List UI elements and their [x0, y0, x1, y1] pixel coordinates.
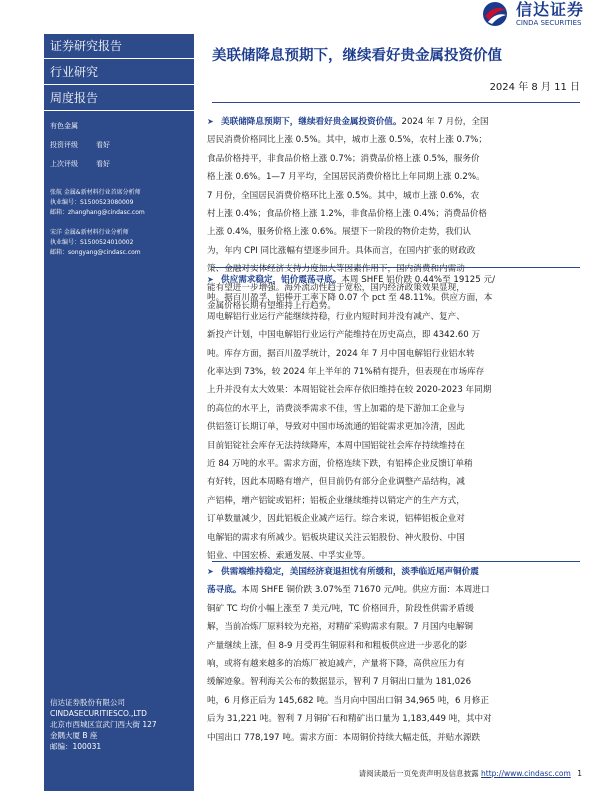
para-line: 铝业、中国宏桥、索通发展、中孚实业等。 — [207, 551, 371, 562]
disclaimer-notice: 请阅读最后一页免责声明及信息披露 — [358, 769, 479, 778]
analyst-card — [44, 174, 194, 218]
para-line: 近 84 万吨的水平。需求方面，价格连续下跌，有铝棒企业反馈订单稍 — [207, 459, 473, 470]
arrow-bullet-icon: ➤ — [207, 275, 214, 284]
para-line: 金属价格长期有望维持上行趋势。 — [207, 301, 336, 312]
report-date: 2024 年 8 月 11 日 — [489, 82, 580, 93]
report-subcategory: 周度报告 — [44, 85, 194, 111]
analyst-email[interactable]: 邮箱：songyang@cindasc.com — [50, 249, 141, 256]
para-line: 上涨 0.4%，服务价格上涨 0.6%。展望下一阶段的物价走势，我们认 — [207, 227, 471, 238]
para-line: 产铝棒，增产铝锭或铝杆；铝板企业继续维持以销定产的生产方式， — [207, 495, 465, 506]
para-line: 后为 31,221 吨。智利 7 月铜矿石和精矿出口量为 1,183,449 吨，其中对 — [207, 714, 492, 725]
para-line: 化率达到 73%，较 2024 年上半年的 71%稍有提升，但表现在市场库存 — [207, 367, 485, 378]
para-text: 本周 SHFE 铝价跌 0.44%至 19125 元/ — [341, 275, 495, 285]
report-title: 美联储降息预期下，继续看好贵金属投资价值 — [212, 48, 502, 64]
company-logo — [480, 0, 584, 28]
logo-name-cn: 信达证券 — [515, 0, 584, 19]
company-name-en: CINDASECURITIESCO.,LTD — [50, 709, 147, 718]
prev-rating-value: 看好 — [96, 160, 110, 168]
rating-value: 看好 — [96, 141, 110, 149]
rating-label: 投资评级 — [50, 141, 78, 149]
section-aluminum — [207, 271, 582, 566]
section-lead: 荡寻底。 — [207, 585, 242, 596]
para-line — [207, 563, 582, 581]
para-line: 上升并没有太大效果：本周铝锭社会库存依旧维持在较 2020-2023 年同期 — [207, 385, 492, 396]
para-line: 铜矿 TC 均价小幅上涨至 7 美元/吨，TC 价格回升，阶段性供需矛盾缓 — [207, 603, 474, 614]
prev-rating-label: 上次评级 — [50, 160, 78, 168]
company-postcode: 邮编：100031 — [50, 742, 102, 751]
arrow-bullet-icon: ➤ — [207, 117, 214, 126]
divider — [212, 102, 580, 103]
rating-block — [44, 111, 194, 174]
para-line: 供铝签订长期订单，导致对中国市场流通的铝锭需求更加冷清，因此 — [207, 422, 465, 433]
para-line: 周电解铝行业运行产能继续持稳，行业内短时间并没有减产、复产、 — [207, 311, 465, 322]
company-address: 北京市西城区宣武门西大街 127 — [50, 720, 157, 729]
para-line: 电解铝的需求有所减少。铝板块建议关注云铝股份、神火股份、中国 — [207, 532, 465, 543]
para-line — [207, 581, 582, 599]
para-line: 格上涨 0.6%。1—7 月平均，全国居民消费价格比上年同期上涨 0.2%。 — [207, 172, 485, 183]
section-lead: 美联储降息预期下，继续看好贵金属投资价值。 — [221, 117, 402, 127]
page-header — [0, 0, 600, 34]
para-line: 食品价格持平，非食品价格上涨 0.7%；消费品价格上涨 0.5%，服务价 — [207, 153, 480, 164]
para-line: 新投产计划，中国电解铝行业运行产能维持在历史高点，即 4342.60 万 — [207, 330, 481, 341]
company-building: 金隅大厦 B 座 — [50, 731, 98, 740]
para-line: 的高位的水平上，消费淡季需求不佳，雪上加霜的是下游加工企业与 — [207, 403, 465, 414]
page-number: 1 — [577, 769, 582, 778]
analyst-card — [44, 218, 194, 258]
para-line: 解，当前冶炼厂原料较为充裕，对精矿采购需求有限。7 月国内电解铜 — [207, 622, 474, 633]
para-line: 吨。库存方面，据百川盈孚统计，2024 年 7 月中国电解铝行业铝水转 — [207, 348, 475, 359]
report-category: 行业研究 — [44, 59, 194, 85]
para-line: 目前铝锭社会库存无法持续降库，本周中国铝锭社会库存持续维持在 — [207, 440, 465, 451]
para-line: 策、金融对实体经济支持力度加大等因素作用下，国内消费和内需动 — [207, 264, 465, 275]
company-info — [50, 697, 157, 752]
analyst-license: 执业编号：S1500523080009 — [50, 199, 134, 206]
para-line: 产量继续上涨，但 8-9 月受再生铜原料和和粗板供应进一步恶化的影 — [207, 640, 468, 651]
para-line: 响，或将有越来越多的冶炼厂被迫减产，产量将下降，高供应压力有 — [207, 659, 465, 670]
para-line — [207, 113, 582, 131]
para-line: 有好转，因此本周略有增产，但目前仍有部分企业调整产品结构，减 — [207, 477, 465, 488]
para-line — [207, 271, 582, 289]
sidebar — [44, 34, 194, 791]
para-text: 本周 SHFE 铜价跌 3.07%至 71670 元/吨。供应方面：本周进口 — [241, 585, 490, 596]
para-line: 能有望进一步增强。海外流动性趋于宽松，国内经济政策效果显现， — [207, 282, 465, 293]
para-line: 吨，6 月修正后为 145,682 吨。当月向中国出口铜 34,965 吨，6 月修正 — [207, 695, 489, 706]
para-line: 村上涨 0.4%；食品价格上涨 1.2%，非食品价格上涨 0.4%；消费品价格 — [207, 209, 487, 220]
section-lead: 供应需求稳定，铝价震荡寻底。 — [221, 275, 342, 285]
para-text: 2024 年 7 月份，全国 — [401, 117, 489, 127]
divider — [212, 267, 580, 268]
logo-name-en: CINDA SECURITIES — [515, 18, 582, 27]
para-line: 订单数量减少，因此铝板企业减产运行。综合来说，铝棒铝板企业对 — [207, 514, 465, 525]
section-lead: 供需端维持稳定，美国经济衰退担忧有所缓和，淡季临近尾声铜价震 — [221, 567, 479, 577]
para-line: 为，年内 CPI 同比涨幅有望逐步回升。具体而言，在国内扩张的财政政 — [207, 245, 476, 256]
company-name-cn: 信达证券股份有限公司 — [50, 698, 125, 707]
cinda-logo-icon — [480, 0, 510, 28]
para-line: 7 月份，全国居民消费价格环比上涨 0.5%。其中，城市上涨 0.6%，农 — [207, 190, 480, 201]
analyst-email[interactable]: 邮箱：zhanghang@cindasc.com — [50, 209, 145, 216]
report-type: 证券研究报告 — [44, 34, 194, 59]
divider — [212, 561, 580, 562]
section-copper — [207, 563, 582, 747]
analyst-license: 执业编号：S1500524010002 — [50, 239, 134, 246]
analyst-name: 宋洋 金属&新材料行业分析师 — [50, 229, 129, 236]
para-line: 吨。据百川盈孚，铝棒开工率下降 0.07 个 pct 至 48.11%。供应方面，本 — [207, 293, 493, 304]
industry-label: 有色金属 — [50, 122, 78, 130]
para-line: 居民消费价格同比上涨 0.5%。其中，城市上涨 0.5%，农村上涨 0.7%； — [207, 135, 487, 146]
para-line: 中国出口 778,197 吨。需求方面：本周铜价持续大幅走低，并贴水源跌 — [207, 732, 481, 743]
arrow-bullet-icon: ➤ — [207, 567, 214, 576]
para-line: 缓解迹象。智利海关公布的数据显示，智利 7 月铜出口量为 181,026 — [207, 677, 472, 688]
analyst-name: 张航 金属&新材料行业首席分析师 — [50, 189, 141, 196]
website-link[interactable]: http://www.cindasc.com — [481, 769, 571, 778]
page-footer — [359, 768, 582, 779]
